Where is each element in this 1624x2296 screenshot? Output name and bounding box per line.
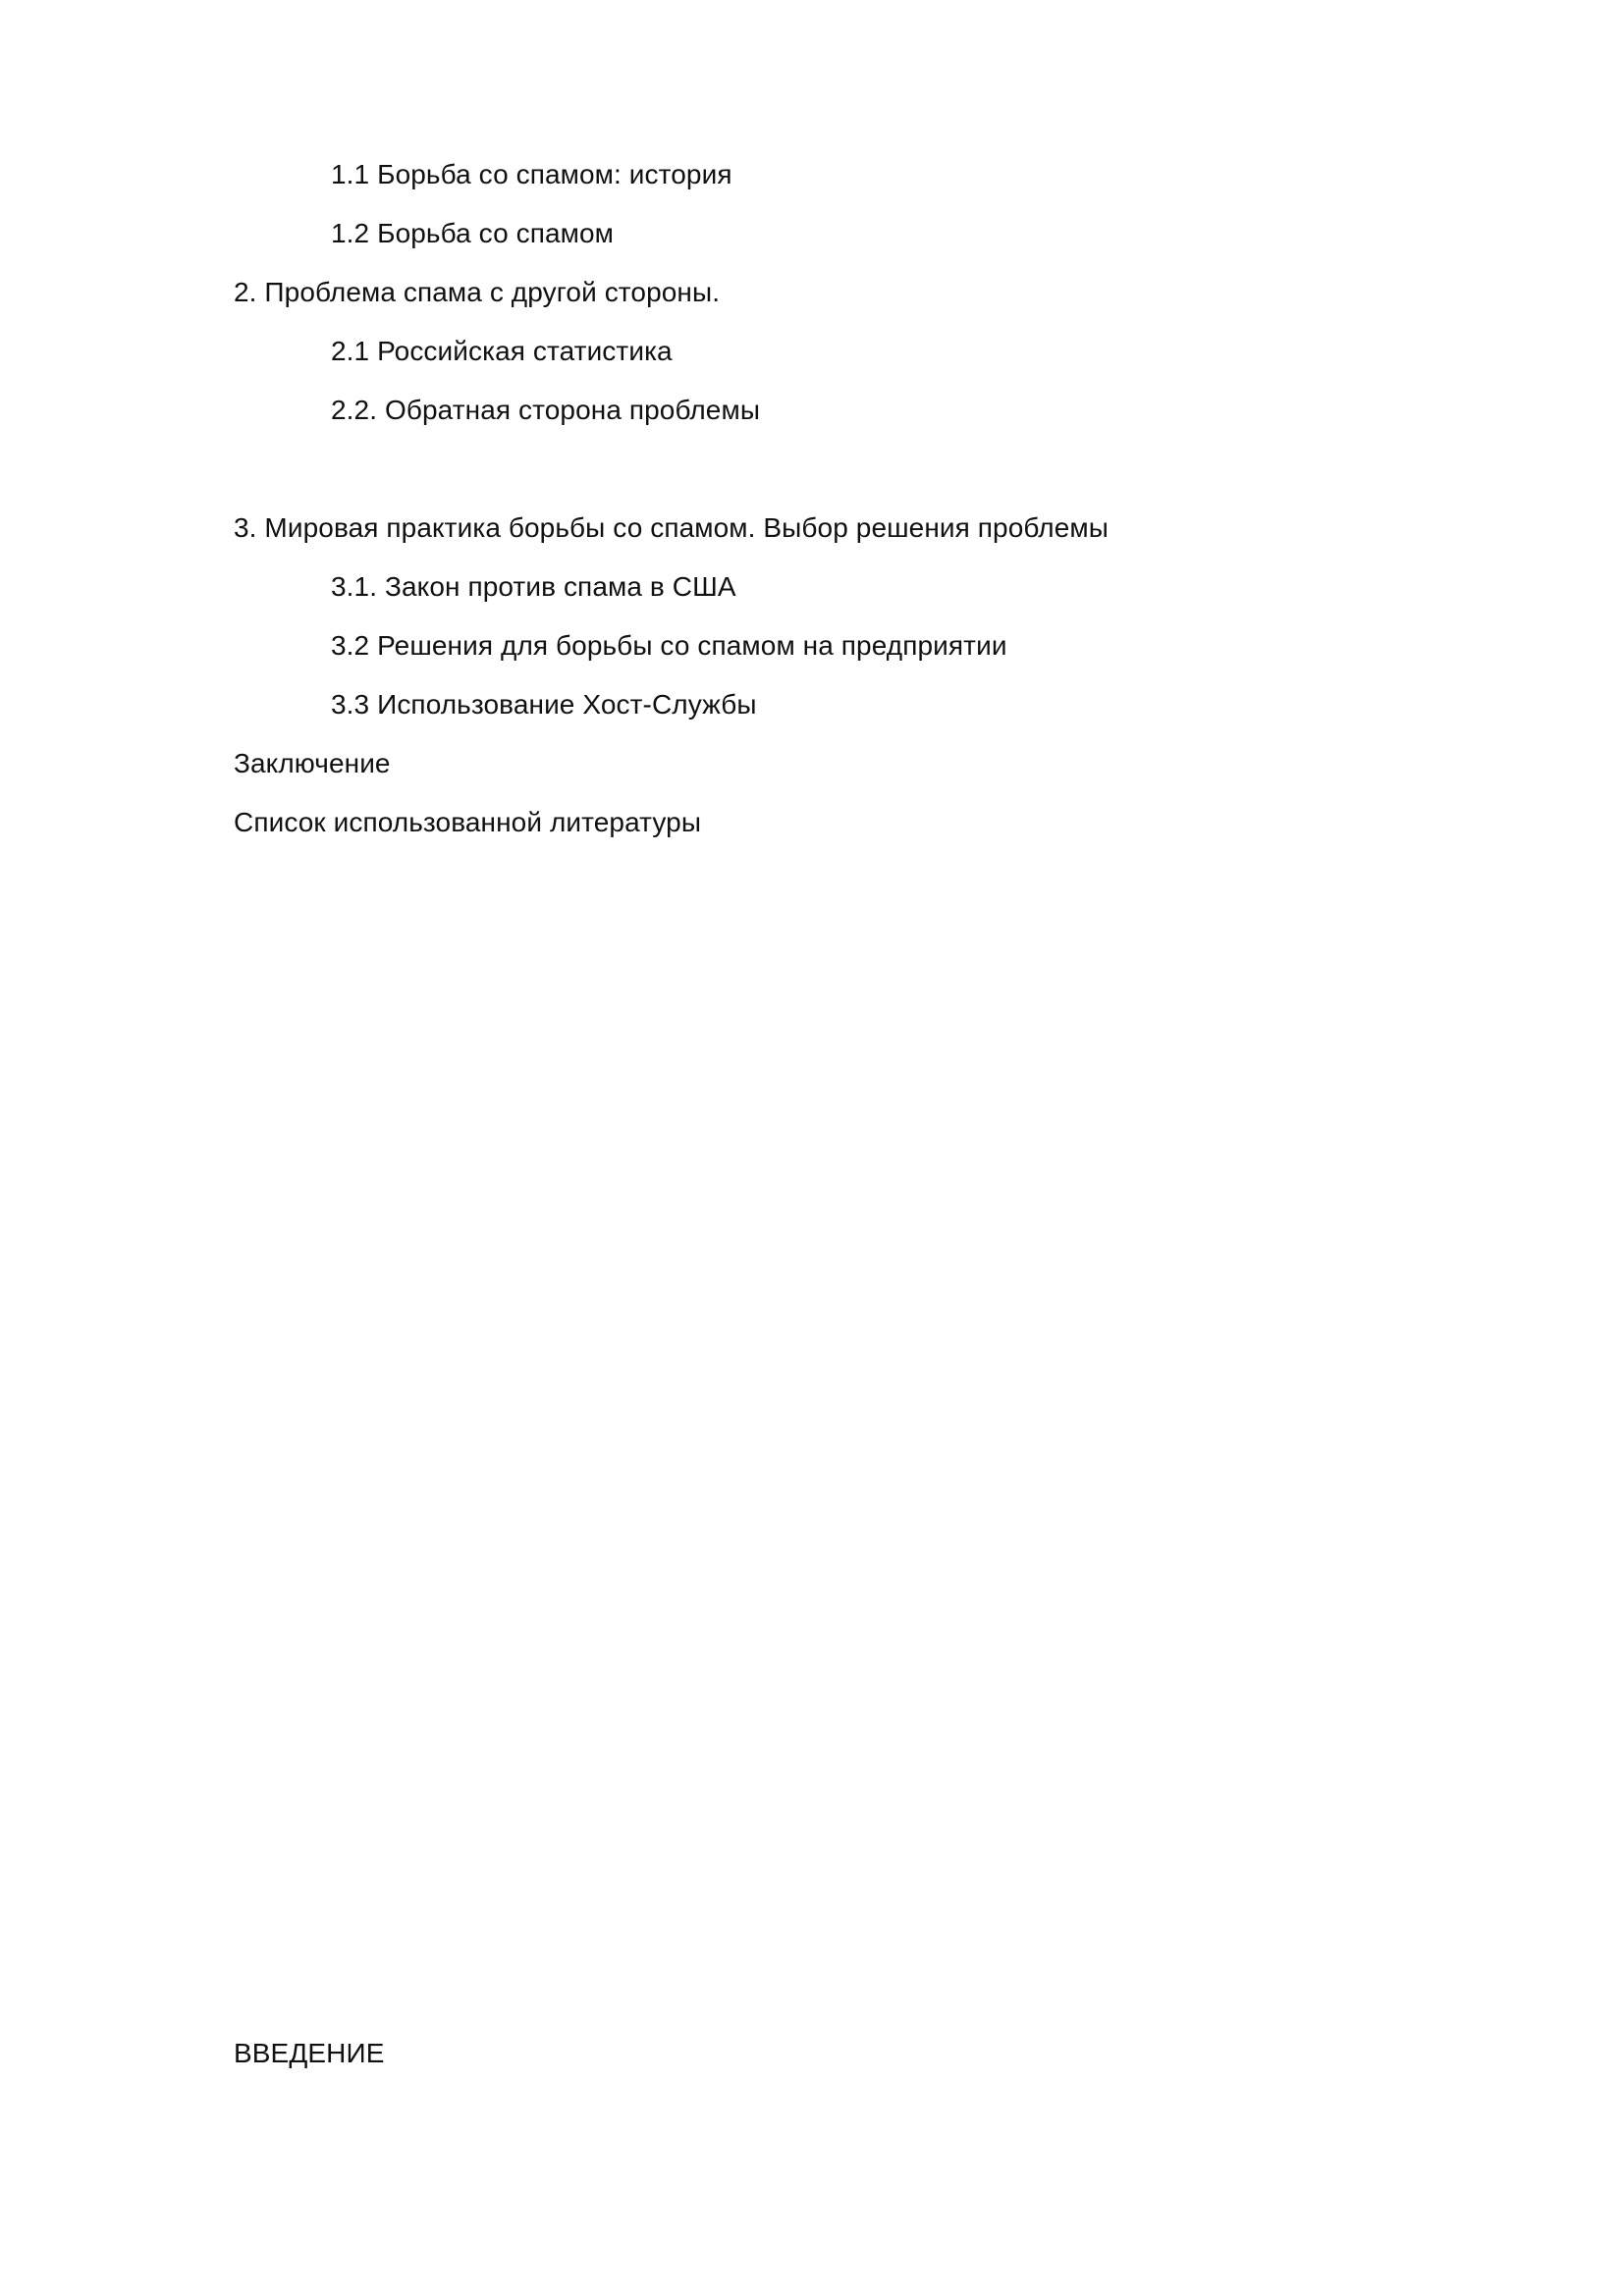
toc-entry-1-1: 1.1 Борьба со спамом: история [331, 159, 732, 189]
toc-entry-2-1: 2.1 Российская статистика [331, 336, 673, 366]
section-heading-introduction: ВВЕДЕНИЕ [234, 2038, 385, 2068]
toc-entry-2-2: 2.2. Обратная сторона проблемы [331, 395, 761, 425]
toc-entry-1-2: 1.2 Борьба со спамом [331, 218, 615, 248]
toc-entry-references: Список использованной литературы [234, 807, 702, 837]
toc-entry-3-3: 3.3 Использование Хост-Службы [331, 689, 757, 720]
toc-entry-2: 2. Проблема спама с другой стороны. [234, 277, 721, 307]
toc-entry-3: 3. Мировая практика борьбы со спамом. Выбор решения проблемы [234, 512, 1109, 543]
toc-entry-3-1: 3.1. Закон против спама в США [331, 571, 736, 602]
toc-entry-conclusion: Заключение [234, 748, 391, 778]
toc-entry-3-2: 3.2 Решения для борьбы со спамом на предприятии [331, 630, 1007, 661]
